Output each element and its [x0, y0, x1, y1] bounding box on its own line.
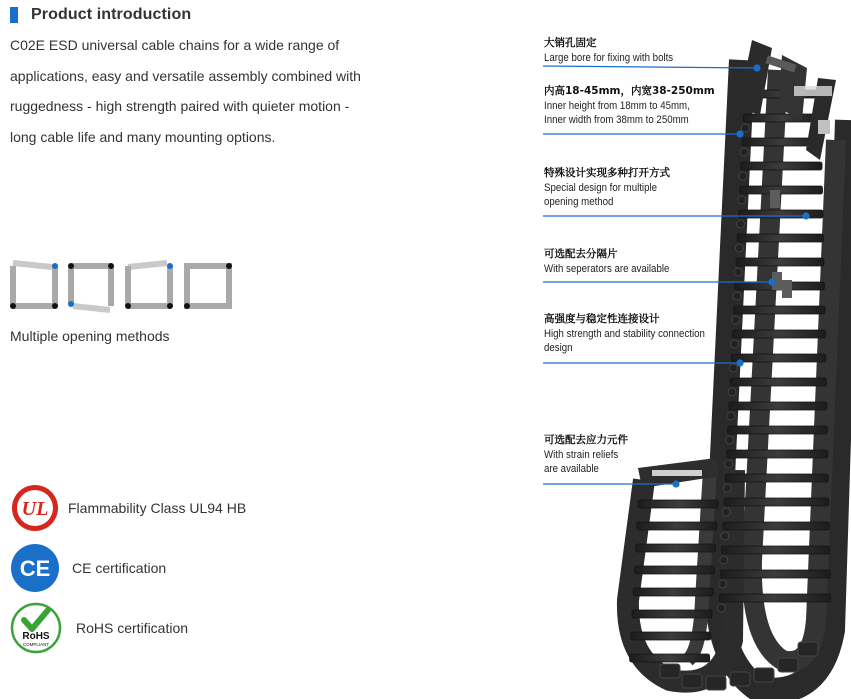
intro-line: ruggedness - high strength paired with quieter motion - — [10, 98, 350, 114]
callout-cn-text: 特殊设计实现多种打开方式 — [544, 167, 670, 179]
leader-dot — [673, 481, 679, 487]
callout-en-text: Large bore for fixing with bolts — [544, 51, 674, 64]
callout-cn-text: 可选配去分隔片 — [544, 248, 618, 260]
cert-label: RoHS certification — [76, 620, 189, 636]
callout-en-text: are available — [544, 463, 599, 475]
intro-line: applications, easy and versatile assembly combined with — [10, 67, 361, 84]
cert-label: Flammability Class UL94 HB — [68, 500, 247, 516]
callout-en-text: With strain reliefs — [544, 448, 619, 461]
intro-line: long cable life and many mounting options. — [10, 128, 276, 145]
opening-methods-caption: Multiple opening methods — [10, 328, 170, 344]
callout-en-text: Inner height from 18mm to 45mm, — [544, 99, 690, 112]
leader-dot — [737, 131, 743, 137]
rohs-logo-subtext: COMPLIANT — [22, 642, 50, 647]
callout-cn-text: 大销孔固定 — [544, 37, 597, 49]
callout-cn-text: 内高18-45mm，内宽38-250mm — [544, 85, 715, 97]
section-title: Product introduction — [31, 6, 192, 23]
callout-en-text: Special design for multiple — [544, 181, 657, 194]
cert-label: CE certification — [72, 560, 167, 576]
rohs-logo-text: RoHS — [22, 631, 50, 642]
leader-dot — [737, 360, 743, 366]
callout-en-text: design — [544, 342, 573, 354]
leader-dot — [754, 65, 760, 71]
leader-line — [543, 66, 757, 68]
callout-cn-text: 高强度与稳定性连接设计 — [544, 313, 660, 325]
ul-logo-text: UL — [21, 498, 49, 520]
intro-line: C02E ESD universal cable chains for a wide range of — [10, 37, 340, 53]
callout-en-text: opening method — [544, 196, 614, 208]
leader-dot — [803, 213, 809, 219]
leader-dot — [769, 279, 775, 285]
callout-en-text: With seperators are available — [544, 262, 670, 275]
ce-logo-text: CE — [19, 556, 51, 581]
callout-en-text: Inner width from 38mm to 250mm — [544, 114, 689, 126]
callout-cn-text: 可选配去应力元件 — [544, 434, 628, 446]
callout-en-text: High strength and stability connection — [544, 327, 705, 340]
